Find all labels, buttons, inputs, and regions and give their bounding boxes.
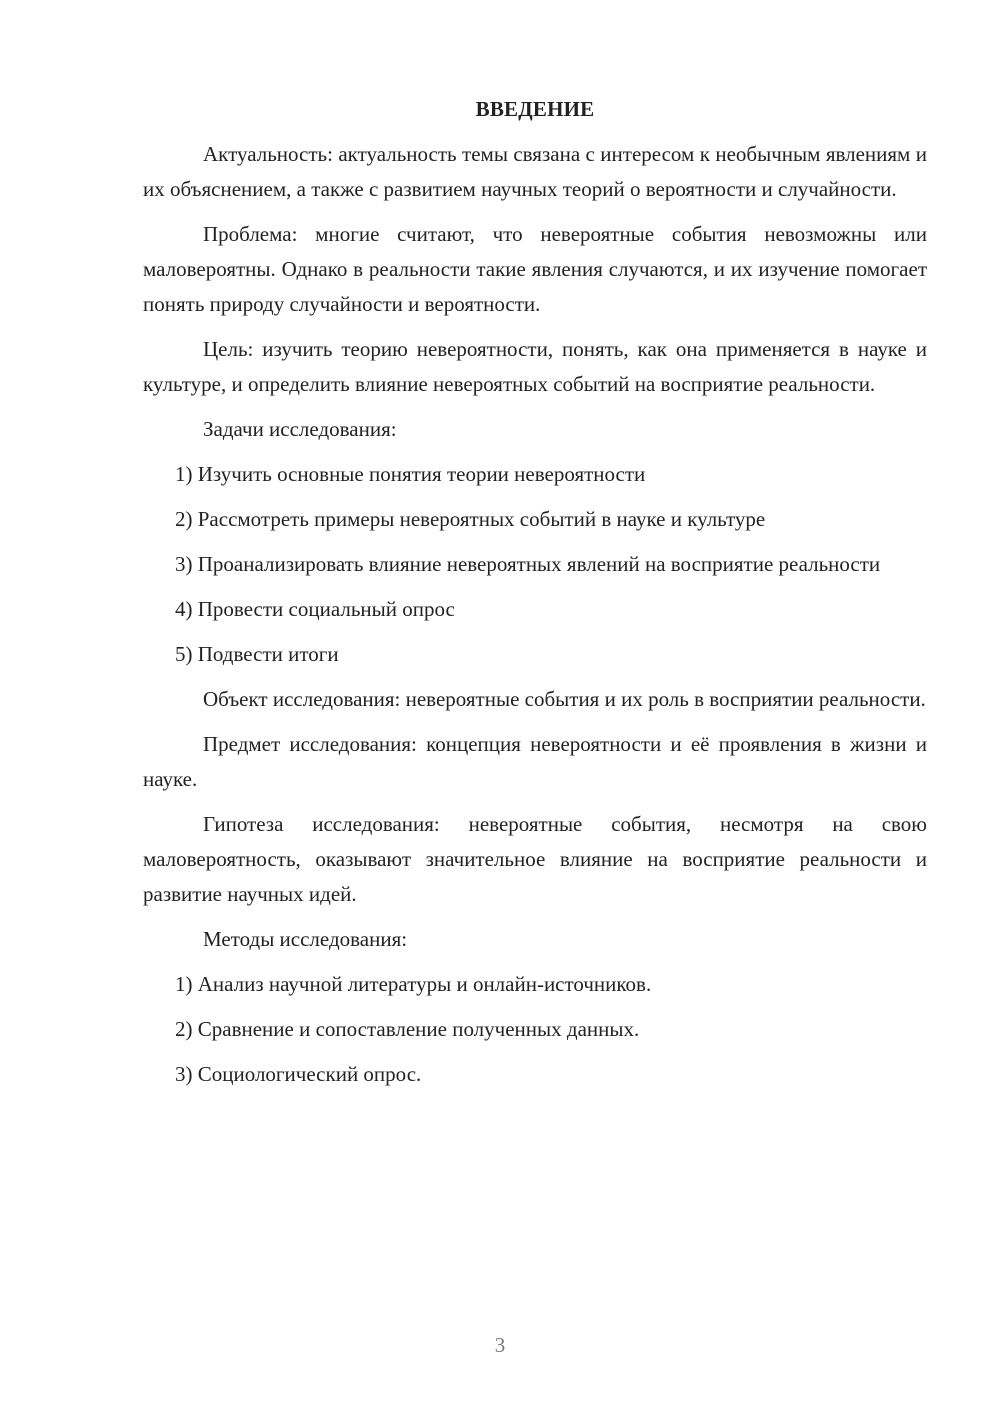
task-item: 2) Рассмотреть примеры невероятных событий в науке и культуре <box>175 507 766 531</box>
relevance-paragraph: Актуальность: актуальность темы связана с интересом к необычным явлениям и их объяснением, а также с развитием научных теорий о вероятности и случайности. <box>143 142 927 201</box>
problem-paragraph: Проблема: многие считают, что невероятные события невозможны или маловероятны. Однако в реальности такие явления случаются, и их изучение помогает понять природу случайности и вероятности. <box>143 222 927 316</box>
methods-heading: Методы исследования: <box>203 927 408 951</box>
task-item: 1) Изучить основные понятия теории невероятности <box>175 462 646 486</box>
tasks-heading: Задачи исследования: <box>203 417 397 441</box>
goal-paragraph: Цель: изучить теорию невероятности, понять, как она применяется в науке и культуре, и определить влияние невероятных событий на восприятие реальности. <box>143 337 927 396</box>
method-item: 2) Сравнение и сопоставление полученных данных. <box>175 1017 640 1041</box>
method-item: 3) Социологический опрос. <box>175 1062 422 1086</box>
object-paragraph: Объект исследования: невероятные события и их роль в восприятии реальности. <box>203 687 926 711</box>
section-title: ВВЕДЕНИЕ <box>475 97 595 121</box>
task-item: 4) Провести социальный опрос <box>175 597 455 621</box>
task-item: 3) Проанализировать влияние невероятных явлений на восприятие реальности <box>175 552 881 576</box>
subject-paragraph: Предмет исследования: концепция невероятности и её проявления в жизни и науке. <box>143 732 927 791</box>
task-item: 5) Подвести итоги <box>175 642 339 666</box>
method-item: 1) Анализ научной литературы и онлайн-источников. <box>175 972 652 996</box>
document-body <box>143 92 927 1102</box>
page-number: 3 <box>494 1333 506 1357</box>
hypothesis-paragraph: Гипотеза исследования: невероятные события, несмотря на свою маловероятность, оказывают значительное влияние на восприятие реальности и развитие научных идей. <box>143 812 927 906</box>
